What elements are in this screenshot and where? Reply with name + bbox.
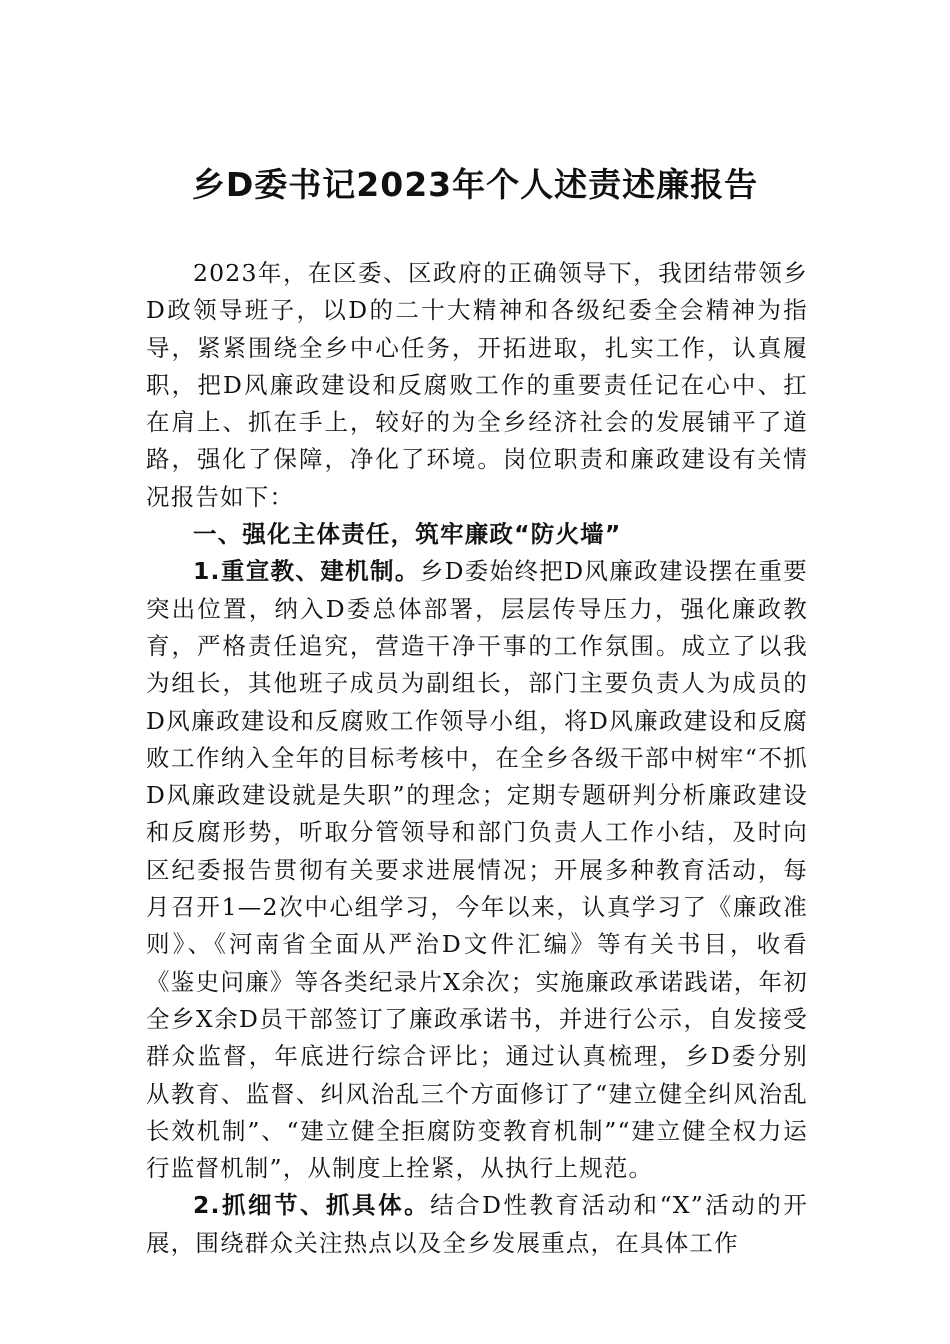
item-2-paragraph <box>146 1187 808 1262</box>
item-1-text: 乡D委始终把D风廉政建设摆在重要突出位置，纳入D委总体部署，层层传导压力，强化廉政教育，严格责任追究，营造干净干事的工作氛围。成立了以我为组长，其他班子成员为副组长，部门主要负责人为成员的D风廉政建设和反腐败工作领导小组，将D风廉政建设和反腐败工作纳入全年的目标考核中，在全乡各级干部中树牢“不抓D风廉政建设就是失职”的理念；定期专题研判分析廉政建设和反腐形势，听取分管领导和部门负责人工作小结，及时向区纪委报告贯彻有关要求进展情况；开展多种教育活动，每月召开1—2次中心组学习，今年以来，认真学习了《廉政准则》、《河南省全面从严治D文件汇编》等有关书目，收看《鉴史问廉》等各类纪录片X余次；实施廉政承诺践诺，年初全乡X余D员干部签订了廉政承诺书，并进行公示，自发接受群众监督，年底进行综合评比；通过认真梳理，乡D委分别从教育、监督、纠风治乱三个方面修订了“建立健全纠风治乱长效机制”、“建立健全拒腐防变教育机制”“建立健全权力运行监督机制”，从制度上拴紧，从执行上规范。 <box>146 557 808 1183</box>
item-2-text: 结合D性教育活动和“X”活动的开展，围绕群众关注热点以及全乡发展重点，在具体工作 <box>146 1191 808 1257</box>
item-1-paragraph <box>146 553 808 1187</box>
document-title: 乡D委书记2023年个人述责述廉报告 <box>191 165 759 204</box>
item-2-lead: 2.抓细节、抓具体。 <box>193 1191 431 1220</box>
item-1-lead: 1.重宣教、建机制。 <box>193 557 420 586</box>
section-heading-1: 一、强化主体责任，筑牢廉政“防火墙” <box>193 520 622 549</box>
intro-paragraph: 2023年，在区委、区政府的正确领导下，我团结带领乡D政领导班子，以D的二十大精神和各级纪委全会精神为指导，紧紧围绕全乡中心任务，开拓进取，扎实工作，认真履职，把D风廉政建设和反腐败工作的重要责任记在心中、扛在肩上、抓在手上，较好的为全乡经济社会的发展铺平了道路，强化了保障，净化了环境。岗位职责和廉政建设有关情况报告如下： <box>146 259 808 511</box>
document-body <box>146 255 808 1262</box>
